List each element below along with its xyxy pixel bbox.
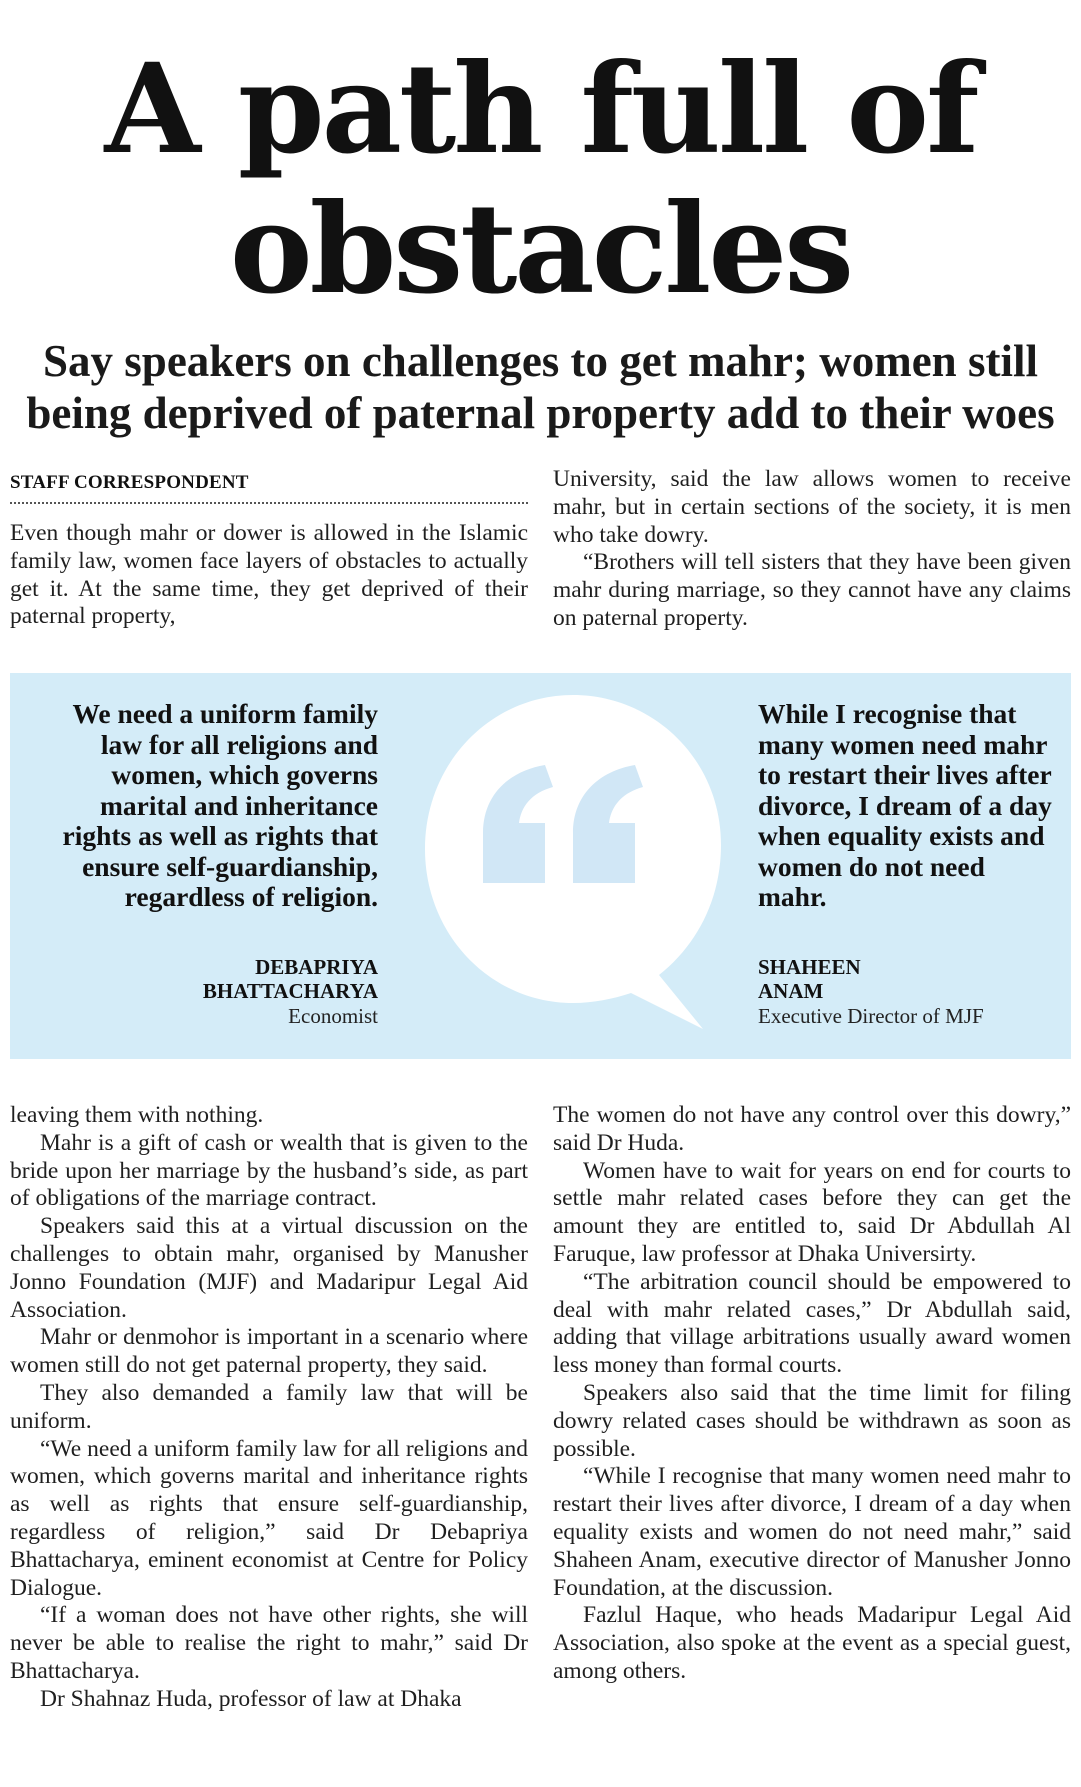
quote-author-name: BHATTACHARYA [202,979,378,1003]
byline: STAFF CORRESPONDENT [10,472,528,504]
headline-line-2: obstacles [229,177,852,322]
paragraph: Even though mahr or dower is allowed in the Islamic family law, women face layers of obstacles to actually get it. At the same time, they get deprived of their paternal property, [10,520,528,630]
pull-quote-right-attribution [758,955,1058,1029]
paragraph: “We need a uniform family law for all religions and women, which governs marital and inheritance rights as well as rights that ensure self-guardianship, regardless of religion,” said Dr Debapriya Bhattacharya, eminent economist at Centre for Policy Dialogue. [10,1435,528,1601]
headline [0,37,1081,322]
paragraph: leaving them with nothing. [10,1102,264,1128]
quote-author-role: Executive Director of MJF [758,1004,984,1028]
paragraph: Women have to wait for years on end for courts to settle mahr related cases before they can get the amount they are entitled to, said Dr Abdullah Al Faruque, law professor at Dhaka Universirty. [553,1157,1071,1267]
paragraph: The women do not have any control over this dowry,” said Dr Huda. [553,1102,1071,1156]
pull-quote-left: We need a uniform family law for all religions and women, which governs marital and inheritance rights as well as rights that ensure self-guardianship, regardless of religion. [62,698,378,912]
paragraph: Speakers also said that the time limit for filing dowry related cases should be withdrawn as soon as possible. [553,1379,1071,1462]
paragraph: “The arbitration council should be empowered to deal with mahr related cases,” Dr Abdullah said, adding that village arbitrations usually award women less money than formal courts. [553,1268,1071,1379]
paragraph: Speakers said this at a virtual discussion on the challenges to obtain mahr, organised by Manusher Jonno Foundation (MJF) and Madaripur Legal Aid Association. [10,1213,528,1323]
quote-author-name: ANAM [758,979,824,1003]
bottom-right-column [553,1102,1071,1686]
pull-quote-left-attribution [160,955,378,1029]
top-left-column [10,520,528,631]
subheadline-line-2: being deprived of paternal property add to their woes [26,388,1055,438]
headline-line-1: A path full of [104,37,977,182]
paragraph: Dr Shahnaz Huda, professor of law at Dhaka [40,1685,462,1712]
top-right-column [553,466,1071,633]
quote-author-name: DEBAPRIYA [255,955,378,979]
paragraph: University, said the law allows women to receive mahr, but in certain sections of the society, it is men who take dowry. [553,466,1071,548]
quote-author-role: Economist [288,1004,378,1028]
pull-quote-right: While I recognise that many women need mahr to restart their lives after divorce, I dream of a day when equality exists and women do not need mahr. [758,698,1052,912]
paragraph: “If a woman does not have other rights, she will never be able to realise the right to mahr,” said Dr Bhattacharya. [10,1602,528,1684]
paragraph: Mahr or denmohor is important in a scenario where women still do not get paternal property, they said. [10,1324,528,1379]
pull-quote-box [10,673,1071,1059]
paragraph: Fazlul Haque, who heads Madaripur Legal Aid Association, also spoke at the event as a special guest, among others. [553,1602,1071,1684]
subheadline [0,335,1081,439]
subheadline-line-1: Say speakers on challenges to get mahr; women still [43,336,1038,386]
paragraph: “While I recognise that many women need mahr to restart their lives after divorce, I dream of a day when equality exists and women do not need mahr,” said Shaheen Anam, executive director of Manusher Jonno Foundation, at the discussion. [553,1463,1071,1601]
paragraph: Mahr is a gift of cash or wealth that is given to the bride upon her marriage by the husband’s side, as part of obligations of the marriage contract. [10,1129,528,1212]
quote-author-name: SHAHEEN [758,955,861,979]
paragraph: “Brothers will tell sisters that they have been given mahr during marriage, so they cannot have any claims on paternal property. [553,549,1071,631]
bottom-left-column [10,1102,528,1714]
speech-bubble-icon [413,683,733,1043]
paragraph: They also demanded a family law that will be uniform. [10,1379,528,1434]
